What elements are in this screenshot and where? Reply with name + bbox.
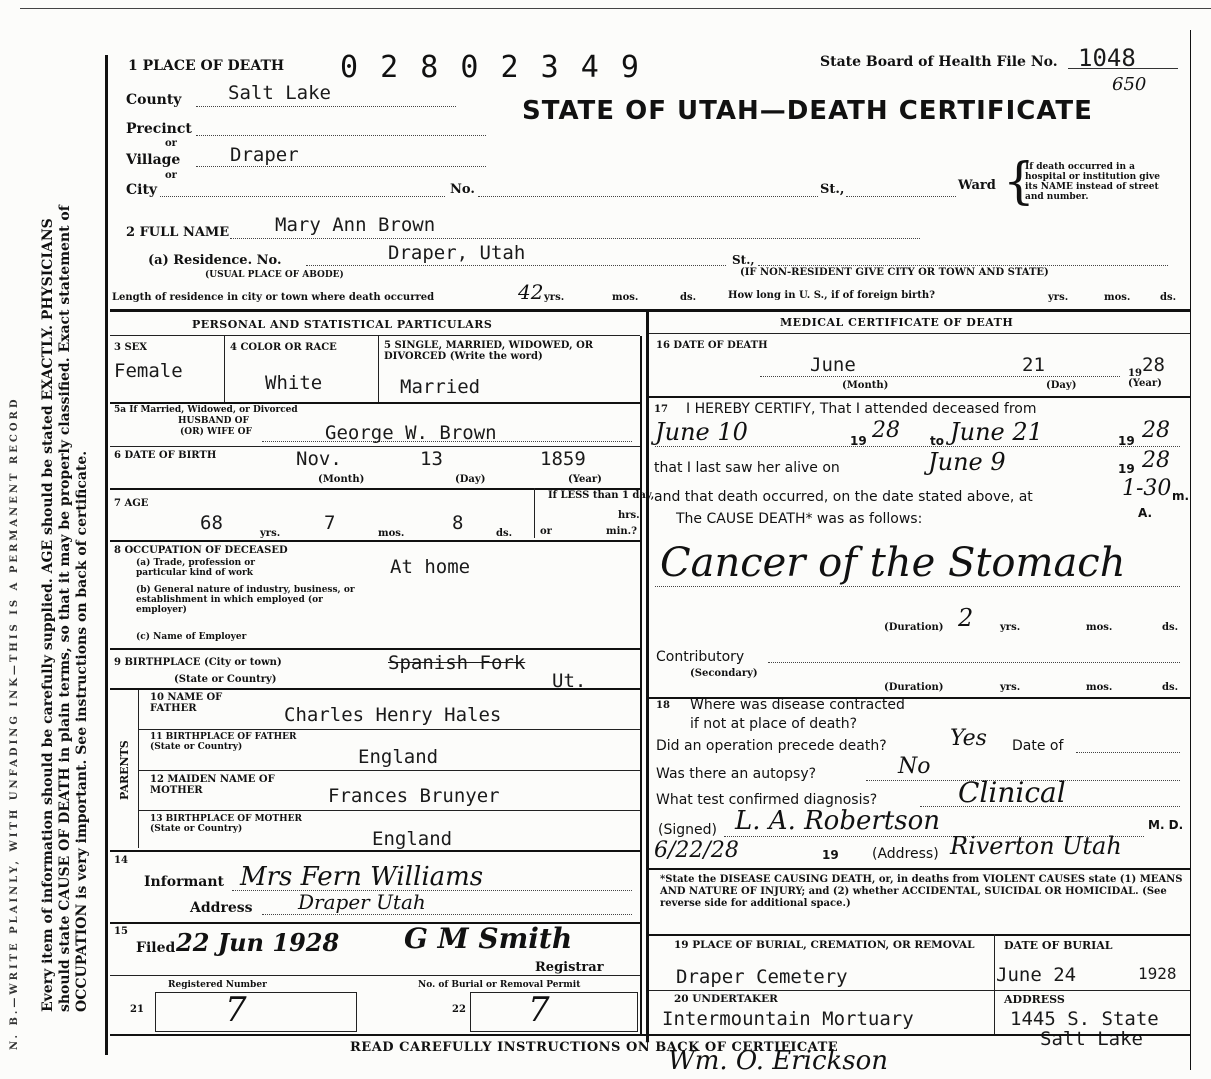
informant-label: Informant (144, 874, 224, 890)
filed-date: 22 Jun 1928 (176, 928, 340, 957)
mother-birthplace: England (372, 828, 453, 850)
informant-address: Draper Utah (298, 890, 426, 914)
color-value: White (265, 372, 323, 394)
county-label: County (126, 92, 182, 108)
precinct-label: Precinct (126, 121, 192, 137)
certificate-title: STATE OF UTAH—DEATH CERTIFICATE (522, 96, 1093, 126)
ward-brace: { (1003, 152, 1035, 210)
signed-date: 6/22/28 (654, 838, 739, 863)
operation-value: Yes (950, 726, 987, 751)
filed-label: Filed (136, 940, 176, 956)
mother-name: Frances Brunyer (328, 785, 500, 807)
occurred-text: and that death occurred, on the date stated above, at (654, 489, 1033, 505)
physician-signature: L. A. Robertson (735, 806, 940, 836)
father-birthplace: England (358, 746, 439, 768)
age-mos: 7 (324, 512, 336, 534)
marital-value: Married (400, 376, 481, 398)
occupation-value: At home (390, 556, 471, 578)
burial-date: June 24 (996, 964, 1077, 986)
medical-section-title: MEDICAL CERTIFICATE OF DEATH (780, 316, 1014, 329)
birthplace-state: Ut. (552, 670, 587, 692)
column-divider (646, 312, 649, 1042)
filed-by: G M Smith (404, 922, 573, 955)
village-value: Draper (230, 144, 299, 166)
footer-signature: Wm. O. Erickson (668, 1046, 889, 1076)
informant-address-label: Address (190, 900, 253, 916)
death-time: 1-30 (1122, 476, 1172, 501)
residence-label: (a) Residence. No. (148, 253, 282, 268)
outer-left-border (105, 55, 108, 1055)
registered-number: 7 (225, 990, 247, 1030)
file-no-label: State Board of Health File No. (820, 54, 1058, 70)
attended-from-year: 28 (872, 418, 900, 443)
top-edge (20, 8, 1211, 9)
undertaker-address: 1445 S. State (1010, 1008, 1159, 1030)
cause-of-death: Cancer of the Stomach (660, 540, 1126, 586)
autopsy-value: No (898, 754, 931, 779)
birthplace-city: Spanish Fork (388, 652, 526, 674)
sex-value: Female (114, 360, 183, 382)
certify-text: I HEREBY CERTIFY, That I attended deceased from (686, 401, 1037, 417)
test-value: Clinical (958, 776, 1066, 809)
age-ds: 8 (452, 512, 464, 534)
undertaker: Intermountain Mortuary (662, 1008, 914, 1030)
death-month: June (810, 354, 856, 376)
last-saw-date: June 9 (928, 448, 1006, 476)
ward-label: Ward (958, 178, 996, 193)
cause-footnote: *State the DISEASE CAUSING DEATH, or, in deaths from VIOLENT CAUSES state (1) MEANS AND NATURE OF INJURY; and (2) whether ACCIDENTAL, SUICIDAL OR HOMICIDAL. (See reverse side for additional space.) (660, 874, 1183, 909)
dob-month: Nov. (296, 448, 342, 470)
stamp-number: 0 2 8 0 2 3 4 9 (340, 50, 641, 85)
side-margin-note: N. B.—WRITE PLAINLY, WITH UNFADING INK—THIS IS A PERMANENT RECORD (9, 396, 20, 1050)
file-no-secondary: 650 (1112, 74, 1147, 95)
outer-right-border (1190, 30, 1191, 1070)
side-instruction-3: OCCUPATION is very important. See instructions on back of certificate. (74, 450, 90, 1012)
city-label: City (126, 182, 158, 198)
length-yrs-value: 42 (518, 280, 544, 304)
physician-address: Riverton Utah (950, 832, 1122, 860)
undertaker-city: Salt Lake (1040, 1028, 1143, 1050)
death-certificate: N. B.—WRITE PLAINLY, WITH UNFADING INK—THIS IS A PERMANENT RECORD Every item of information should be carefully supplied. AGE should be stated EXACTLY. PHYSICIANS should state CAUSE OF DEATH in plain terms, so that it may be properly classified. Exact statement of OCCUPATION is very important. See instructions on back of certificate. 1 PLACE OF DEATH 0 2 8 0 2 3 4 9 State Board of Health File No. 1048 650 STATE OF UTAH—DEATH CERTIFICATE County Salt Lake Precinct or Village Draper or City No. St., Ward { If death occurred in a hospital or institution give its NAME instead of street and number. 2 FULL NAME Mary Ann Brown (a) Residence. No. (USUAL PLACE OF ABODE) Draper, Utah St., (IF NON-RESIDENT GIVE CITY OR TOWN AND STATE) Length of residence in city or town where death occurred 42 yrs. mos. ds. How long in U. S., if of foreign birth? yrs. mos. ds. PERSONAL AND STATISTICAL PARTICULARS 3 SEX Female 4 COLOR OR RACE White 5 SINGLE, MARRIED, WIDOWED, OR DIVORCED (Write the word) Married 5a If Married, Widowed, or Divorced HUSBAND OF (OR) WIFE OF George W. Brown 6 DATE OF BIRTH Nov. 13 1859 (Month) (Day) (Year) 7 AGE 68 yrs. 7 mos. 8 ds. If LESS than 1 day, hrs. or min.? 8 OCCUPATION OF DECEASED (a) Trade, profession or particular kind of work (b) General nature of industry, business, or establishment in which employed (or employer) (c) Name of Employer At home 9 BIRTHPLACE (City or town) (State or Country) Spanish Fork Ut. PARENTS 10 NAME OF FATHER Charles Henry Hales 11 BIRTHPLACE OF FATHER (State or Country) England 12 MAIDEN NAME OF MOTHER Frances Brunyer 13 BIRTHPLACE OF MOTHER (State or Country) England 14 Informant Mrs Fern Williams Address Draper Utah 15 Filed 22 Jun 1928 G M Smith Registrar Registered Number No. of Burial or Removal Permit 21 7 22 7 MEDICAL CERTIFICATE OF DEATH 16 DATE OF DEATH June 21 19 28 (Month) (Day) (Year) 17 I HEREBY CERTIFY, That I attended deceased from June 10 19 28 to June 21 19 28 that I last saw her alive on June 9 19 28 and that death occurred, on the date stated above, at 1-30 m. A. The CAUSE DEATH* was as follows: Cancer of the Stomach (Duration) 2 yrs. mos. ds. Contributory (Secondary) (Duration) yrs. mos. ds. 18 Where was disease contracted if not at place of death? Did an operation precede death? Yes Date of Was there an autopsy? No What test confirmed diagnosis? Clinical (Signed) L. A. Robertson M. D. 6/22/28 19 (Address) Riverton Utah *State the DISEASE CAUSING DEATH, or, in deaths from VIOLENT CAUSES state (1) MEANS AND NATURE OF INJURY; and (2) whether ACCIDENTAL, SUICIDAL OR HOMICIDAL. (See reverse side for additional space.) 19 PLACE OF BURIAL, CREMATION, OR REMOVAL Draper Cemetery DATE OF BURIAL June 24 1928 20 UNDERTAKER Intermountain Mortuary ADDRESS 1445 S. State Salt Lake READ CAREFULLY INSTRUCTIONS ON BACK OF CERTIFICATE Wm. O. Erickson (0, 0, 1211, 1079)
registrar-label: Registrar (535, 960, 604, 975)
parents-label: PARENTS (118, 740, 131, 800)
death-year: 28 (1142, 354, 1165, 376)
last-saw-text: that I last saw her alive on (654, 460, 840, 476)
age-yrs: 68 (200, 512, 223, 534)
spouse-value: George W. Brown (325, 422, 497, 444)
full-name-value: Mary Ann Brown (275, 214, 436, 236)
footer-instruction: READ CAREFULLY INSTRUCTIONS ON BACK OF CERTIFICATE (350, 1040, 839, 1055)
dob-day: 13 (420, 448, 443, 470)
burial-permit: 7 (528, 990, 550, 1030)
attended-from: June 10 (655, 418, 748, 446)
duration-yrs: 2 (958, 604, 974, 632)
place-of-death-label: 1 PLACE OF DEATH (128, 58, 285, 74)
burial-permit-box (470, 992, 638, 1032)
registered-number-box (155, 992, 357, 1032)
dob-year: 1859 (540, 448, 586, 470)
last-saw-year: 28 (1142, 448, 1170, 473)
hospital-note: If death occurred in a hospital or institution give its NAME instead of street and number. (1025, 162, 1160, 202)
attended-to: June 21 (950, 418, 1043, 446)
length-label: Length of residence in city or town where death occurred (112, 292, 435, 303)
burial-place: Draper Cemetery (676, 966, 848, 988)
side-instruction-1: Every item of information should be carefully supplied. AGE should be stated EXACTLY. PHYSICIANS (40, 218, 56, 1012)
burial-year: 1928 (1138, 964, 1177, 983)
residence-value: Draper, Utah (388, 242, 526, 264)
cause-text: The CAUSE DEATH* was as follows: (676, 511, 923, 527)
side-instruction-2: should state CAUSE OF DEATH in plain terms, so that it may be properly classified. Exact statement of (57, 205, 73, 1012)
informant-value: Mrs Fern Williams (240, 862, 484, 892)
village-label: Village (126, 152, 181, 168)
attended-to-year: 28 (1142, 418, 1170, 443)
file-no: 1048 (1078, 44, 1136, 72)
father-name: Charles Henry Hales (284, 704, 502, 726)
contributory-label: Contributory (656, 649, 745, 665)
full-name-label: 2 FULL NAME (126, 225, 230, 240)
death-day: 21 (1022, 354, 1045, 376)
county-value: Salt Lake (228, 82, 331, 104)
personal-section-title: PERSONAL AND STATISTICAL PARTICULARS (192, 318, 493, 331)
